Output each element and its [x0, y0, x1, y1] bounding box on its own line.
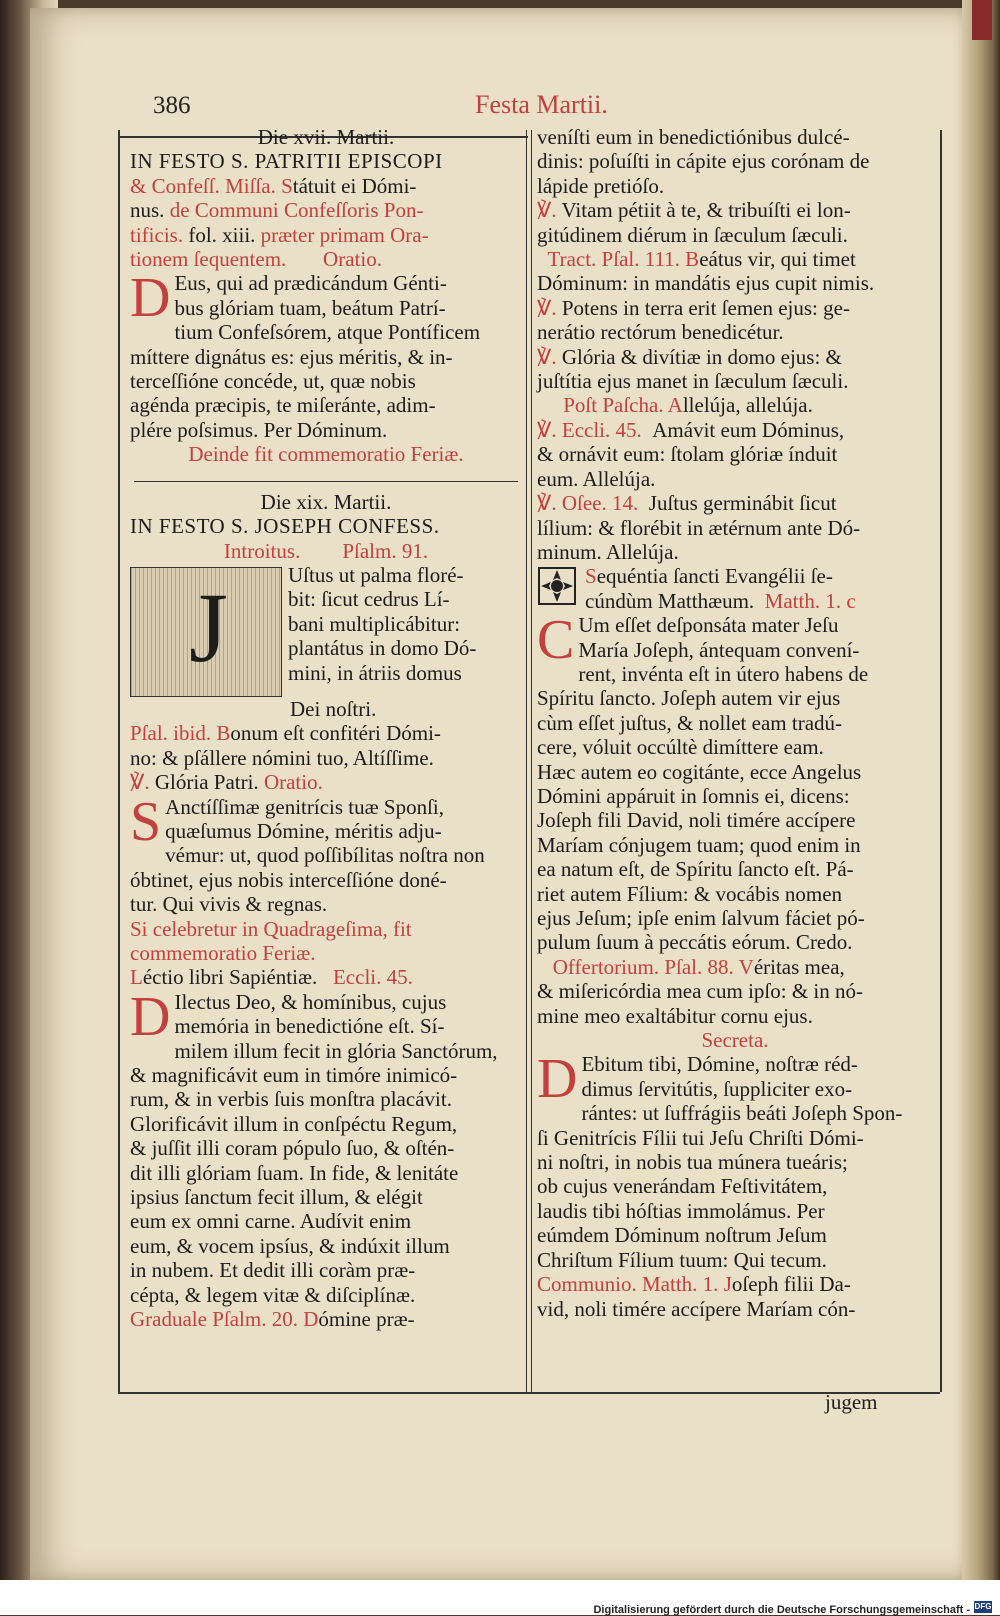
text-line: nerátio rectórum benedicétur. — [537, 320, 784, 345]
text-line: Dóminum: in mandátis ejus cupit nimis. — [537, 271, 875, 296]
text-line: D Ilectus Deo, & homínibus, cujus — [130, 985, 447, 1048]
text-line: & magnificávit eum in timóre inimicó- — [130, 1063, 458, 1087]
text-line: Maríam cónjugem tuam; quod enim in — [537, 832, 861, 857]
text-line: Chriſtum Fílium tuum: Qui tecum. — [537, 1247, 827, 1272]
text-line: Uſtus ut palma floré- — [288, 562, 464, 587]
text-line: milem illum fecit in glória Sanctórum, — [174, 1038, 498, 1063]
text-line: bus glóriam tuam, beátum Patrí- — [174, 295, 446, 320]
text-line: Offertorium. Pſal. 88. Véritas mea, — [552, 954, 845, 979]
text-line: ℣. Oſee. 14. Juſtus germinábit ſicut — [537, 491, 837, 516]
feast-heading: IN FESTO S. JOSEPH CONFESS. — [130, 514, 440, 539]
text-line: Poſt Paſcha. Allelúja, allelúja. — [563, 393, 813, 418]
text-line: tificis. fol. xiii. præter primam Ora- — [130, 222, 429, 247]
text-line: ℣. Vitam pétiit à te, & tribuíſti ei lon- — [537, 198, 851, 223]
text-line: pulum ſuum à peccátis eórum. Credo. — [537, 930, 853, 955]
text-line: D Eus, qui ad prædicándum Génti- — [130, 267, 447, 330]
date-heading: Die xvii. Martii. — [257, 125, 395, 149]
drop-initial: C — [537, 609, 575, 672]
rubric-line: Secreta. — [701, 1028, 769, 1053]
text-line: D Ebitum tibi, Dómine, noſtræ réd- — [537, 1048, 858, 1111]
text-line: ni noſtri, in nobis tua múnera tueáris; — [537, 1150, 848, 1175]
column-rule — [526, 130, 527, 1392]
text-line: rum, & in verbis ſuis monſtra placávit. — [130, 1087, 452, 1112]
drop-initial: D — [537, 1048, 578, 1111]
text-line: quæſumus Dómine, méritis adju- — [165, 818, 442, 843]
text-line: Spíritu ſancto. Joſeph autem vir ejus — [537, 686, 841, 711]
text-line: mini, in átriis domus — [288, 660, 462, 685]
text-line: Tract. Pſal. 111. Beátus vir, qui timet — [547, 247, 856, 272]
text-line: ℣. Eccli. 45. Amávit eum Dóminus, — [537, 417, 845, 442]
page-edge — [962, 0, 1000, 1615]
drop-initial: S — [130, 790, 162, 853]
text-line: Joſeph fili David, noli timére accípere — [537, 808, 856, 833]
text-line: no: & pſállere nómini tuo, Altíſſime. — [130, 745, 434, 770]
text-line: cùm eſſet juſtus, & nollet eam tradú- — [537, 710, 843, 735]
footer-credit: Digitalisierung gefördert durch die Deutsche Forschungsgemeinschaft - — [593, 1604, 970, 1616]
rubric-line: Deinde fit commemoratio Feriæ. — [188, 442, 464, 467]
text-line: C Um eſſet deſponsáta mater Jeſu — [537, 609, 839, 672]
woodcut-initial — [130, 567, 282, 697]
text-line: ipsius ſanctum fecit illum, & elégit — [130, 1185, 423, 1210]
text-line: ſi Genitrícis Fílii tui Jeſu Chriſti Dómi- — [537, 1125, 864, 1150]
text-line: & ornávit eum: ſtolam glóriæ índuit — [537, 442, 838, 467]
text-line: riet autem Fílium: & vocábis nomen — [537, 881, 843, 906]
rubric-line: Si celebretur in Quadrageſima, fit — [130, 916, 412, 941]
text-line: cúndùm Matthæum. Matth. 1. c — [585, 588, 856, 613]
column-rule — [531, 130, 532, 1392]
dfg-logo-icon: DFG — [974, 1602, 992, 1611]
text-line: Introitus. Pſalm. 91. — [223, 538, 429, 563]
text-line: S Anctíſſimæ genitrícis tuæ Sponſi, — [130, 790, 444, 853]
text-line: & miſericórdia mea cum ipſo: & in nó- — [537, 979, 864, 1004]
text-line: dinis: poſuíſti in cápite ejus corónam de — [537, 149, 870, 174]
text-line: dit illi glóriam ſuam. In fide, & lenitáte — [130, 1160, 459, 1185]
text-line: ℣. Glória & divítiæ in domo ejus: & — [537, 344, 842, 369]
text-line: nus. de Communi Confeſſoris Pon- — [130, 198, 424, 223]
left-column — [130, 125, 522, 1331]
feast-heading: IN FESTO S. PATRITII EPISCOPI — [130, 149, 443, 174]
section-divider — [134, 481, 518, 482]
text-line: in nubem. Et dedit illi coràm præ- — [130, 1258, 416, 1283]
text-line: lápide pretióſo. — [537, 173, 665, 198]
ribbon-marker — [972, 0, 992, 40]
text-line: Communio. Matth. 1. Joſeph filii Da- — [537, 1272, 851, 1297]
cross-ornament-icon — [537, 566, 577, 606]
rubric-line: commemoratio Feriæ. — [130, 940, 316, 965]
text-line: ℣. Potens in terra erit ſemen ejus: ge- — [537, 295, 850, 320]
text-line: ℣. Glória Patri. Oratio. — [130, 770, 323, 795]
text-line: plantátus in domo Dó- — [288, 636, 477, 661]
text-line: gitúdinem diérum in ſæculum ſæculi. — [537, 222, 848, 247]
text-line: Léctio libri Sapiéntiæ. Eccli. 45. — [130, 965, 413, 990]
text-line: memória in benedictióne eſt. Sí- — [174, 1014, 445, 1039]
text-line: eum. Allelúja. — [537, 466, 656, 491]
text-line: míttere dignátus es: ejus méritis, & in- — [130, 344, 453, 369]
text-line: Graduale Pſalm. 20. Dómine præ- — [130, 1307, 415, 1332]
text-line: Hæc autem eo cogitánte, ecce Angelus — [537, 759, 862, 784]
text-line: ob cujus venerándam Feſtivitátem, — [537, 1174, 828, 1199]
text-line: Dei noſtri. — [290, 696, 377, 721]
text-line: juſtítia ejus manet in ſæculum ſæculi. — [537, 369, 849, 394]
text-line: laudis tibi hóſtias immolámus. Per — [537, 1198, 825, 1223]
text-line: mine meo exaltábitur cornu ejus. — [537, 1003, 813, 1028]
text-line: María Joſeph, ántequam convení- — [578, 637, 860, 662]
text-line: & juſſit illi coram pópulo ſuo, & oſtén- — [130, 1136, 455, 1161]
text-line: eum ex omni carne. Audívit enim — [130, 1209, 412, 1234]
right-column — [537, 125, 933, 1321]
text-line: cépta, & legem vitæ & diſciplínæ. — [130, 1282, 416, 1307]
text-line: tium Confeſsórem, atque Pontíficem — [174, 320, 481, 345]
date-heading: Die xix. Martii. — [260, 489, 392, 514]
text-line: terceſſióne concéde, ut, quæ nobis — [130, 369, 416, 394]
text-line: rent, invénta eſt in útero habens de — [578, 661, 869, 686]
text-line: Pſal. ibid. Bonum eſt confitéri Dómi- — [130, 721, 441, 746]
text-line: tionem ſequentem. Oratio. — [130, 247, 382, 272]
page-number: 386 — [153, 92, 191, 119]
text-line: eúmdem Dóminum noſtrum Jeſum — [537, 1223, 827, 1248]
frame-bottom-rule — [118, 1392, 940, 1394]
text-line: agénda præcipis, te miſeránte, adim- — [130, 393, 436, 418]
text-line: plére poſsimus. Per Dóminum. — [130, 417, 388, 442]
text-line: eum, & vocem ipsíus, & indúxit illum — [130, 1233, 450, 1258]
text-line: vid, noli timére accípere Maríam cón- — [537, 1296, 856, 1321]
text-line: rántes: ut ſuffrágiis beáti Joſeph Spon- — [581, 1101, 903, 1126]
text-line: Dómini appáruit in ſomnis ei, dicens: — [537, 783, 850, 808]
woodcut-letter: J — [189, 571, 228, 683]
text-line: cere, vóluit occúltè dimíttere eam. — [537, 735, 824, 760]
text-line: Glorificávit illum in conſpéctu Regum, — [130, 1111, 458, 1136]
text-line: bani multiplicábitur: — [288, 611, 461, 636]
drop-initial: D — [130, 985, 171, 1048]
text-line: Sequéntia ſancti Evangélii ſe- — [585, 564, 833, 589]
text-line: minum. Allelúja. — [537, 539, 679, 564]
text-line: lílium: & florébit in ætérnum ante Dó- — [537, 515, 861, 540]
text-line: bit: ſicut cedrus Lí- — [288, 587, 450, 612]
text-line: ea natum eſt, de Spíritu ſancto eſt. Pá- — [537, 857, 854, 882]
text-line: veníſti eum in benedictiónibus dulcé- — [537, 125, 850, 149]
text-line: & Confeſſ. Miſſa. Státuit ei Dómi- — [130, 173, 417, 198]
running-title: Festa Martii. — [475, 90, 608, 119]
text-line: tur. Qui vivis & regnas. — [130, 892, 328, 917]
text-line: ejus Jeſum; ipſe enim ſalvum fáciet pó- — [537, 906, 865, 930]
text-line: vémur: ut, quod poſſibílitas noſtra non — [165, 843, 485, 868]
drop-initial: D — [130, 267, 171, 330]
catchword: jugem — [825, 1390, 878, 1414]
text-line: óbtinet, ejus nobis interceſſióne doné- — [130, 867, 447, 892]
text-line: dimus ſervitútis, ſuppliciter exo- — [581, 1076, 853, 1101]
